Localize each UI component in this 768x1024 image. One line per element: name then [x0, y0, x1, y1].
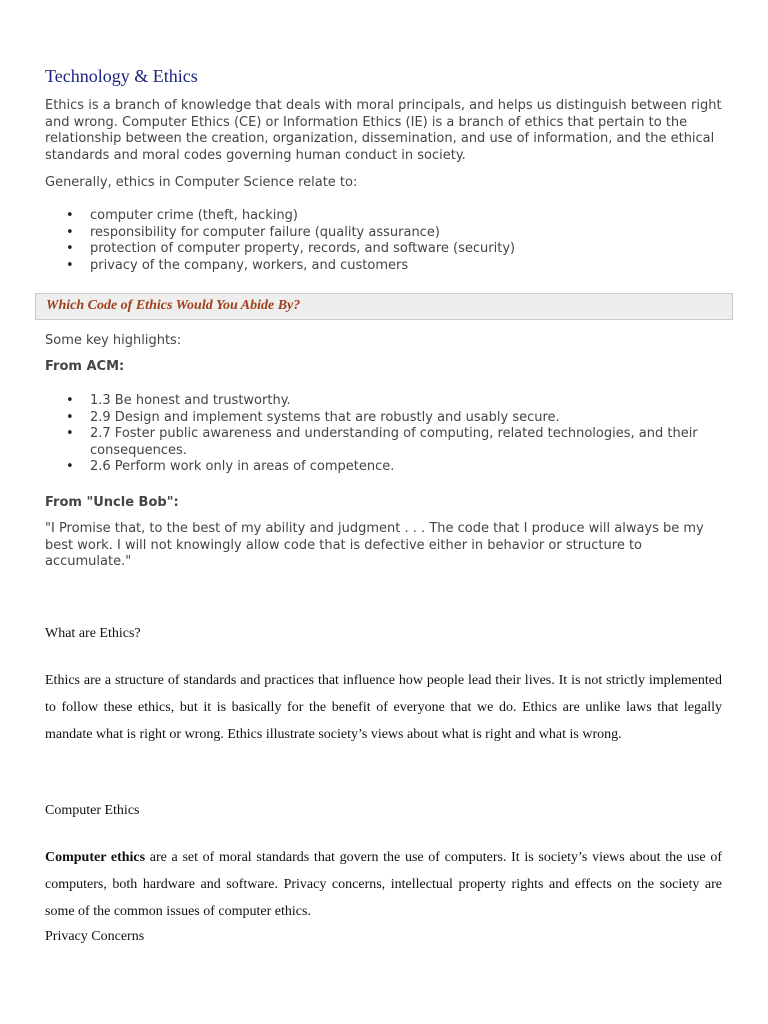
computer-ethics-text: are a set of moral standards that govern the use of computers. It is society’s views about the use of computers, both hardware and software. Privacy concerns, intellectual property rights and effects on the society are some of the common issues of computer ethics.	[45, 850, 722, 919]
list-item: • responsibility for computer failure (quality assurance)	[45, 225, 730, 242]
computer-ethics-heading: Computer Ethics	[45, 803, 140, 818]
list-item: • protection of computer property, records, and software (security)	[45, 241, 730, 258]
acm-list	[45, 393, 730, 476]
list-item: • 2.9 Design and implement systems that are robustly and usably secure.	[45, 410, 730, 427]
list-item: • 2.7 Foster public awareness and understanding of computing, related technologies, and their consequences.	[45, 426, 730, 459]
page-title: Technology & Ethics	[45, 66, 198, 86]
list-item: • 2.6 Perform work only in areas of competence.	[45, 459, 730, 476]
privacy-concerns-heading: Privacy Concerns	[45, 929, 145, 944]
uncle-bob-quote: "I Promise that, to the best of my ability and judgment . . . The code that I produce will always be my best work. I will not knowingly allow code that is defective either in behavior or structure to accumulate."	[45, 521, 704, 569]
acm-heading: From ACM:	[45, 359, 125, 374]
list-item: • 1.3 Be honest and trustworthy.	[45, 393, 730, 410]
callout-box	[35, 293, 733, 320]
intro-paragraph: Ethics is a branch of knowledge that deals with moral principals, and helps us distinguish between right and wrong. Computer Ethics (CE) or Information Ethics (IE) is a branch of ethics that pertain to the relationship between the creation, organization, dissemination, and use of information, and the ethical standards and moral codes governing human conduct in society.	[45, 98, 722, 163]
callout-heading: Which Code of Ethics Would You Abide By?	[46, 298, 301, 313]
computer-ethics-paragraph	[45, 844, 722, 925]
topics-list	[45, 208, 730, 274]
generally-line: Generally, ethics in Computer Science relate to:	[45, 175, 358, 190]
uncle-bob-heading: From "Uncle Bob":	[45, 495, 179, 510]
list-item: • privacy of the company, workers, and customers	[45, 258, 730, 275]
what-are-ethics-paragraph: Ethics are a structure of standards and practices that influence how people lead their lives. It is not strictly implemented to follow these ethics, but it is basically for the benefit of everyone that we do. Ethics are unlike laws that legally mandate what is right or wrong. Ethics illustrate society’s views about what is right and what is wrong.	[45, 673, 722, 742]
what-are-ethics-heading: What are Ethics?	[45, 626, 141, 641]
list-item: • computer crime (theft, hacking)	[45, 208, 730, 225]
highlights-intro: Some key highlights:	[45, 333, 182, 348]
computer-ethics-term: Computer ethics	[45, 850, 146, 865]
